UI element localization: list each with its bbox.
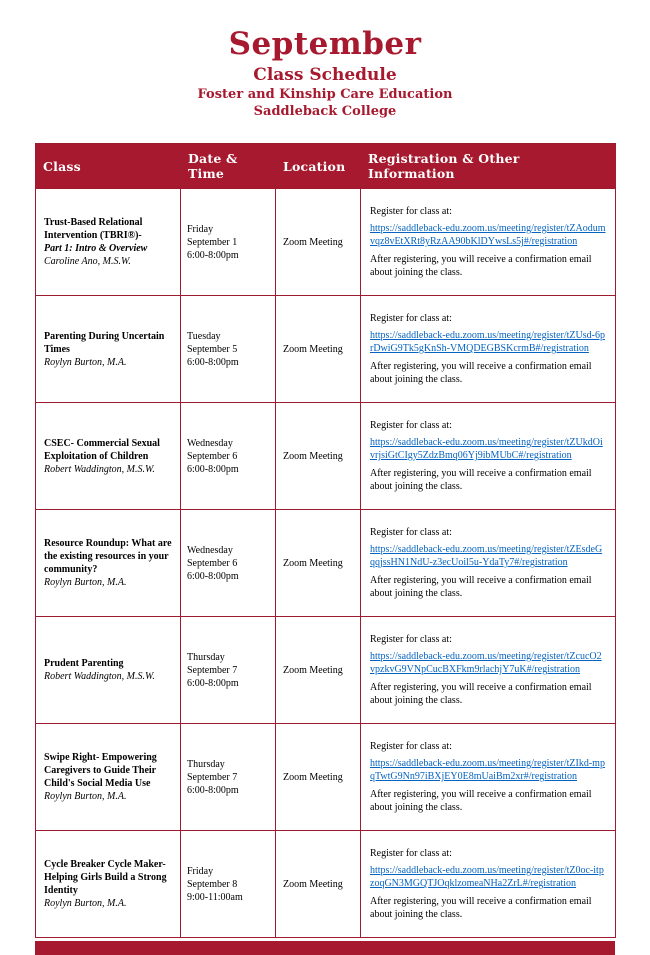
registration-link[interactable]: https://saddleback-edu.zoom.us/meeting/register/tZUkdOivrjsiGtCIgy5ZdzBmq06Yj9ibMUbC#/registration [370,437,603,461]
day-of-week: Thursday [187,651,225,663]
registration-cell [361,831,616,938]
registration-link[interactable]: https://saddleback-edu.zoom.us/meeting/register/tZIkd-mpqTwtG9Nn97iBXjEY0E8mUaiBm2xr#/registration [370,758,605,782]
location-cell: Zoom Meeting [276,189,361,296]
date-cell [181,296,276,403]
table-row [36,831,616,938]
register-label: Register for class at: [370,527,452,538]
location-cell: Zoom Meeting [276,831,361,938]
date-text: September 1 [187,236,238,248]
document-header [0,26,650,119]
time-text: 9:00-11:00am [187,891,243,903]
col-header-date-time: Date & Time [181,144,276,189]
class-title: Cycle Breaker Cycle Maker- Helping Girls Build a Strong Identity [44,859,167,896]
registration-cell [361,403,616,510]
class-cell [36,403,181,510]
after-registering-text: After registering, you will receive a confirmation email about joining the class. [370,254,592,278]
date-text: September 7 [187,664,238,676]
register-label: Register for class at: [370,741,452,752]
class-title: Resource Roundup: What are the existing resources in your community? [44,538,172,575]
date-cell [181,724,276,831]
col-header-registration: Registration & Other Information [361,144,616,189]
class-schedule-table [35,143,616,938]
day-of-week: Tuesday [187,330,221,342]
register-label: Register for class at: [370,313,452,324]
col-header-location: Location [276,144,361,189]
date-text: September 8 [187,878,238,890]
registration-cell [361,510,616,617]
table-row [36,296,616,403]
month-title: September [228,26,422,62]
class-title: Prudent Parenting [44,658,124,669]
date-cell [181,189,276,296]
table-row [36,617,616,724]
class-cell [36,296,181,403]
time-text: 6:00-8:00pm [187,356,239,368]
table-row [36,724,616,831]
after-registering-text: After registering, you will receive a confirmation email about joining the class. [370,575,592,599]
class-title: Trust-Based Relational Intervention (TBRI®)- [44,217,143,241]
table-row [36,189,616,296]
date-cell [181,831,276,938]
instructor-name: Robert Waddington, M.S.W. [44,463,155,475]
day-of-week: Wednesday [187,544,233,556]
time-text: 6:00-8:00pm [187,570,239,582]
date-text: September 6 [187,450,238,462]
time-text: 6:00-8:00pm [187,463,239,475]
instructor-name: Roylyn Burton, M.A. [44,356,127,368]
location-cell: Zoom Meeting [276,510,361,617]
date-text: September 7 [187,771,238,783]
day-of-week: Wednesday [187,437,233,449]
location-cell: Zoom Meeting [276,296,361,403]
day-of-week: Friday [187,223,214,235]
registration-cell [361,189,616,296]
registration-link[interactable]: https://saddleback-edu.zoom.us/meeting/register/tZcucO2vpzkvG9VNpCucBXFkm9rlachjY7uK#/registration [370,651,602,675]
register-label: Register for class at: [370,420,452,431]
after-registering-text: After registering, you will receive a confirmation email about joining the class. [370,789,592,813]
location-cell: Zoom Meeting [276,724,361,831]
register-label: Register for class at: [370,634,452,645]
instructor-name: Roylyn Burton, M.A. [44,791,127,802]
class-cell [36,617,181,724]
location-cell: Zoom Meeting [276,617,361,724]
time-text: 6:00-8:00pm [187,677,239,689]
after-registering-text: After registering, you will receive a confirmation email about joining the class. [370,682,592,706]
after-registering-text: After registering, you will receive a confirmation email about joining the class. [370,896,592,920]
table-row [36,403,616,510]
registration-link[interactable]: https://saddleback-edu.zoom.us/meeting/register/tZEsdeGqqjssHN1NdU-z3ecUoil5u-YdaTy7#/registration [370,544,603,568]
registration-cell [361,617,616,724]
registration-cell [361,296,616,403]
registration-link[interactable]: https://saddleback-edu.zoom.us/meeting/register/tZAodumvqz8vEtXRt8yRzAA90bKlDYwsLs5j#/registration [370,223,606,247]
class-subtitle: Part 1: Intro & Overview [44,243,148,254]
registration-link[interactable]: https://saddleback-edu.zoom.us/meeting/register/tZ0oc-itpzoqGN3MGQTJOqklzomeaNHa2ZrL#/registration [370,865,604,889]
date-cell [181,403,276,510]
class-title: CSEC- Commercial Sexual Exploitation of Children [44,437,160,462]
time-text: 6:00-8:00pm [187,249,239,261]
instructor-name: Robert Waddington, M.S.W. [44,671,155,682]
instructor-name: Roylyn Burton, M.A. [44,898,127,909]
table-header-row [36,144,616,189]
register-label: Register for class at: [370,206,452,217]
subtitle-college: Saddleback College [253,104,397,119]
after-registering-text: After registering, you will receive a confirmation email about joining the class. [370,468,592,492]
class-title: Swipe Right- Empowering Caregivers to Guide Their Child's Social Media Use [44,752,157,789]
date-cell [181,617,276,724]
location-cell: Zoom Meeting [276,403,361,510]
next-section-header-bar [35,941,615,955]
class-title: Parenting During Uncertain Times [44,330,165,355]
instructor-name: Caroline Ano, M.S.W. [44,256,131,267]
after-registering-text: After registering, you will receive a confirmation email about joining the class. [370,361,592,385]
class-cell [36,831,181,938]
subtitle-program: Foster and Kinship Care Education [197,87,453,102]
instructor-name: Roylyn Burton, M.A. [44,577,127,588]
time-text: 6:00-8:00pm [187,784,239,796]
col-header-class: Class [36,144,181,189]
registration-link[interactable]: https://saddleback-edu.zoom.us/meeting/register/tZUsd-6prDwiG9Tk5gKnSh-VMQDEGBSKcrmB#/registration [370,330,605,354]
class-cell [36,724,181,831]
table-row [36,510,616,617]
date-text: September 5 [187,343,238,355]
date-cell [181,510,276,617]
day-of-week: Thursday [187,758,225,770]
subtitle-class-schedule: Class Schedule [253,65,397,85]
class-cell [36,510,181,617]
register-label: Register for class at: [370,848,452,859]
class-cell [36,189,181,296]
date-text: September 6 [187,557,238,569]
day-of-week: Friday [187,865,214,877]
registration-cell [361,724,616,831]
